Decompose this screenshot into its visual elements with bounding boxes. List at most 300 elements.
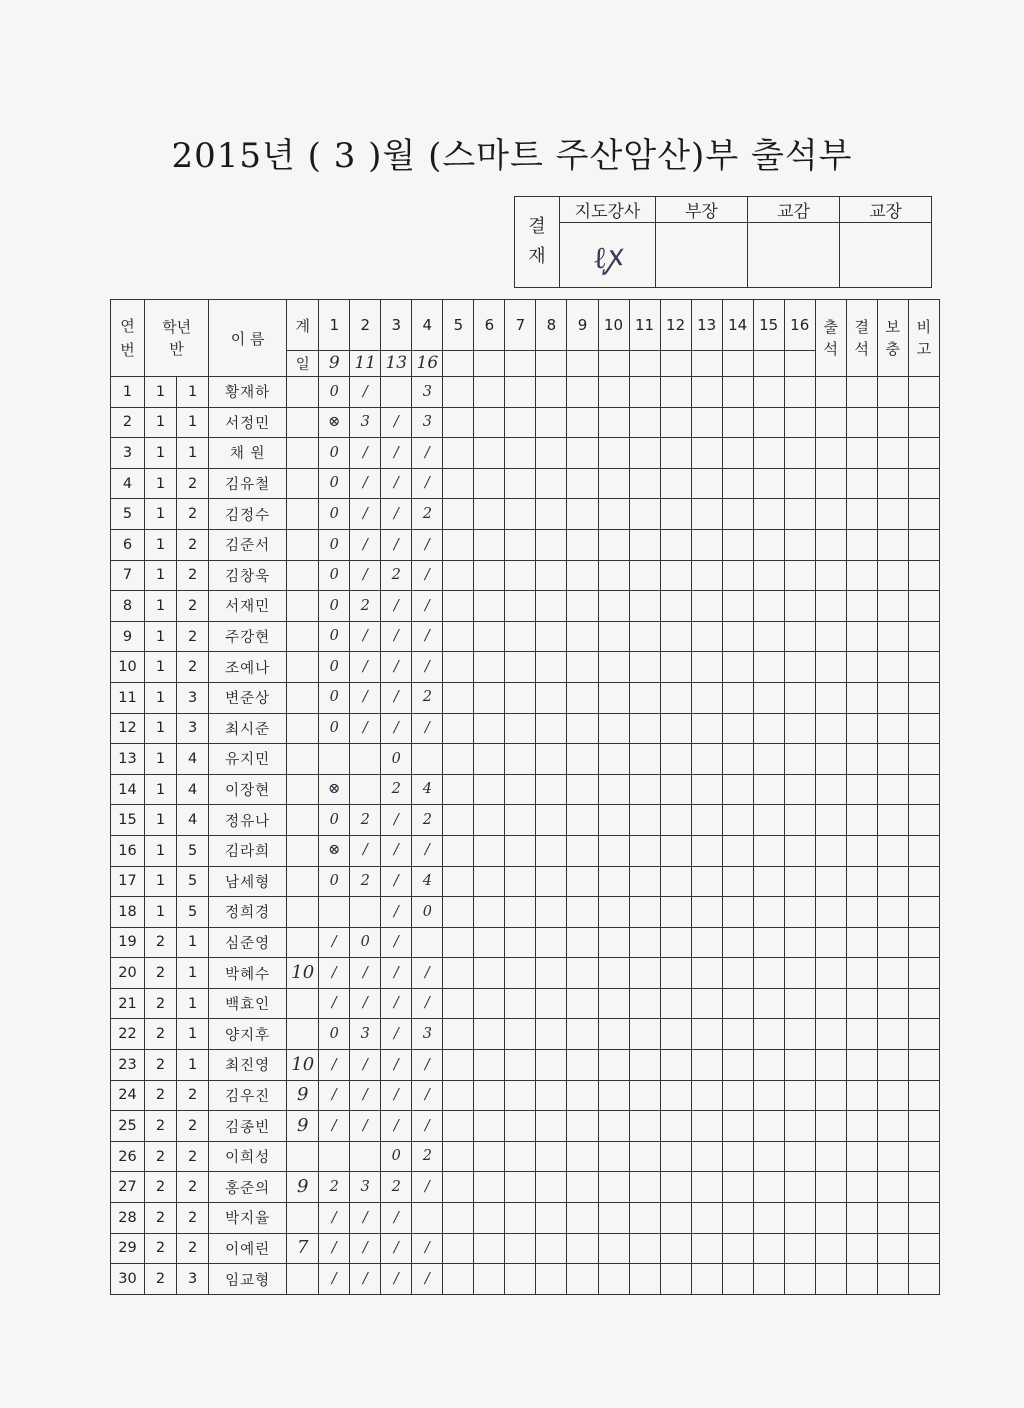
attendance-mark: / xyxy=(412,1050,443,1081)
date-cell-5 xyxy=(443,351,474,377)
row-name: 서정민 xyxy=(209,407,287,438)
attendance-mark xyxy=(629,438,660,469)
row-class: 2 xyxy=(177,468,209,499)
attendance-mark xyxy=(536,1141,567,1172)
attendance-mark xyxy=(474,1019,505,1050)
attendance-mark xyxy=(443,529,474,560)
attendance-mark xyxy=(598,407,629,438)
table-row xyxy=(111,591,940,622)
attendance-mark: / xyxy=(350,958,381,989)
attendance-mark xyxy=(567,682,598,713)
attendance-mark xyxy=(443,897,474,928)
table-row xyxy=(111,499,940,530)
attendance-mark xyxy=(753,1080,784,1111)
attendance-mark xyxy=(598,1264,629,1295)
attendance-mark: ⊗ xyxy=(319,774,350,805)
row-grade: 2 xyxy=(145,1141,177,1172)
attendance-mark xyxy=(660,1111,691,1142)
summary-cell xyxy=(815,591,846,622)
summary-cell xyxy=(815,1050,846,1081)
attendance-mark xyxy=(505,1141,536,1172)
header-day-label: 일 xyxy=(287,351,319,377)
attendance-mark xyxy=(505,1050,536,1081)
table-row xyxy=(111,1111,940,1142)
attendance-mark: / xyxy=(381,529,412,560)
attendance-mark xyxy=(474,897,505,928)
row-total xyxy=(287,713,319,744)
summary-cell xyxy=(877,1019,908,1050)
row-name: 김유철 xyxy=(209,468,287,499)
attendance-mark: 0 xyxy=(319,1019,350,1050)
row-grade: 1 xyxy=(145,560,177,591)
summary-cell xyxy=(877,682,908,713)
summary-cell xyxy=(908,1050,939,1081)
row-name: 김라희 xyxy=(209,835,287,866)
row-total xyxy=(287,866,319,897)
attendance-mark xyxy=(691,1233,722,1264)
attendance-mark: 4 xyxy=(412,774,443,805)
attendance-mark xyxy=(443,835,474,866)
attendance-mark xyxy=(660,774,691,805)
row-no: 6 xyxy=(111,529,145,560)
attendance-mark xyxy=(660,744,691,775)
attendance-mark xyxy=(753,1172,784,1203)
attendance-mark xyxy=(660,377,691,408)
summary-cell xyxy=(846,621,877,652)
attendance-mark xyxy=(629,407,660,438)
summary-cell xyxy=(877,407,908,438)
summary-cell xyxy=(908,407,939,438)
attendance-mark xyxy=(443,988,474,1019)
attendance-mark xyxy=(753,621,784,652)
summary-cell xyxy=(908,774,939,805)
approval-signature-vice-principal xyxy=(748,223,840,288)
summary-cell xyxy=(815,744,846,775)
attendance-mark xyxy=(598,866,629,897)
row-no: 7 xyxy=(111,560,145,591)
attendance-mark xyxy=(629,1233,660,1264)
attendance-mark xyxy=(598,438,629,469)
row-no: 8 xyxy=(111,591,145,622)
attendance-mark: / xyxy=(412,468,443,499)
attendance-mark: / xyxy=(319,1264,350,1295)
summary-cell xyxy=(815,713,846,744)
row-class: 1 xyxy=(177,377,209,408)
row-name: 변준상 xyxy=(209,682,287,713)
attendance-mark: / xyxy=(319,1050,350,1081)
row-name: 정유나 xyxy=(209,805,287,836)
attendance-mark xyxy=(536,1080,567,1111)
attendance-mark: 0 xyxy=(319,438,350,469)
attendance-mark xyxy=(784,713,815,744)
row-no: 24 xyxy=(111,1080,145,1111)
attendance-mark xyxy=(505,499,536,530)
summary-cell xyxy=(815,621,846,652)
attendance-mark xyxy=(722,621,753,652)
table-row xyxy=(111,805,940,836)
attendance-mark xyxy=(567,1141,598,1172)
attendance-mark: / xyxy=(381,897,412,928)
attendance-mark: 2 xyxy=(412,499,443,530)
attendance-mark xyxy=(753,1233,784,1264)
row-no: 17 xyxy=(111,866,145,897)
summary-cell xyxy=(846,652,877,683)
summary-cell xyxy=(846,682,877,713)
attendance-mark xyxy=(567,652,598,683)
attendance-mark xyxy=(598,1233,629,1264)
attendance-mark xyxy=(784,407,815,438)
attendance-mark xyxy=(691,529,722,560)
attendance-mark xyxy=(722,1080,753,1111)
row-total xyxy=(287,621,319,652)
attendance-mark: / xyxy=(350,1080,381,1111)
attendance-mark: / xyxy=(381,438,412,469)
table-row xyxy=(111,1080,940,1111)
attendance-mark: 0 xyxy=(319,713,350,744)
attendance-mark xyxy=(753,988,784,1019)
row-name: 이희성 xyxy=(209,1141,287,1172)
header-session-3: 3 xyxy=(381,300,412,351)
row-grade: 1 xyxy=(145,744,177,775)
attendance-mark xyxy=(660,468,691,499)
header-session-12: 12 xyxy=(660,300,691,351)
attendance-mark: / xyxy=(412,1111,443,1142)
attendance-mark xyxy=(660,1080,691,1111)
summary-cell xyxy=(815,1264,846,1295)
attendance-mark xyxy=(629,927,660,958)
attendance-mark xyxy=(753,468,784,499)
attendance-mark xyxy=(629,1141,660,1172)
attendance-mark xyxy=(505,713,536,744)
attendance-mark xyxy=(567,1080,598,1111)
attendance-mark xyxy=(443,1019,474,1050)
attendance-mark: / xyxy=(381,927,412,958)
attendance-mark xyxy=(598,1080,629,1111)
row-class: 1 xyxy=(177,988,209,1019)
summary-cell xyxy=(877,377,908,408)
attendance-mark: 0 xyxy=(412,897,443,928)
attendance-mark: / xyxy=(319,988,350,1019)
summary-cell xyxy=(877,835,908,866)
attendance-mark xyxy=(691,1080,722,1111)
row-class: 3 xyxy=(177,1264,209,1295)
attendance-mark xyxy=(784,499,815,530)
row-total xyxy=(287,407,319,438)
date-cell-6 xyxy=(474,351,505,377)
attendance-mark xyxy=(443,1264,474,1295)
row-total xyxy=(287,560,319,591)
attendance-mark xyxy=(691,652,722,683)
attendance-mark xyxy=(536,1264,567,1295)
attendance-mark xyxy=(536,407,567,438)
row-grade: 2 xyxy=(145,1203,177,1234)
summary-cell xyxy=(908,591,939,622)
approval-header-head: 부장 xyxy=(656,197,748,223)
attendance-mark xyxy=(722,744,753,775)
row-no: 2 xyxy=(111,407,145,438)
attendance-mark xyxy=(660,621,691,652)
attendance-mark xyxy=(567,897,598,928)
attendance-mark xyxy=(505,682,536,713)
attendance-mark xyxy=(474,958,505,989)
attendance-mark xyxy=(691,805,722,836)
attendance-mark xyxy=(598,805,629,836)
attendance-mark xyxy=(443,499,474,530)
attendance-mark xyxy=(753,866,784,897)
attendance-mark xyxy=(474,407,505,438)
attendance-mark xyxy=(753,774,784,805)
attendance-mark xyxy=(536,438,567,469)
attendance-mark xyxy=(505,927,536,958)
summary-cell xyxy=(815,805,846,836)
attendance-mark xyxy=(443,866,474,897)
attendance-mark: / xyxy=(381,468,412,499)
attendance-mark xyxy=(536,958,567,989)
row-class: 2 xyxy=(177,1141,209,1172)
summary-cell xyxy=(815,1172,846,1203)
row-class: 5 xyxy=(177,866,209,897)
attendance-mark xyxy=(722,499,753,530)
summary-cell xyxy=(846,1019,877,1050)
attendance-mark xyxy=(567,927,598,958)
attendance-mark: 4 xyxy=(412,866,443,897)
attendance-mark: 2 xyxy=(381,774,412,805)
attendance-mark: / xyxy=(350,988,381,1019)
attendance-mark xyxy=(784,682,815,713)
attendance-mark xyxy=(629,591,660,622)
attendance-mark: / xyxy=(350,499,381,530)
row-no: 16 xyxy=(111,835,145,866)
attendance-mark: / xyxy=(412,1172,443,1203)
attendance-mark xyxy=(629,713,660,744)
table-row xyxy=(111,438,940,469)
row-name: 정희경 xyxy=(209,897,287,928)
date-cell-14 xyxy=(722,351,753,377)
attendance-mark: 2 xyxy=(350,866,381,897)
header-note: 비 고 xyxy=(908,300,939,377)
summary-cell xyxy=(908,438,939,469)
summary-cell xyxy=(908,1203,939,1234)
summary-cell xyxy=(908,744,939,775)
attendance-mark xyxy=(691,1019,722,1050)
attendance-mark xyxy=(753,1141,784,1172)
attendance-mark xyxy=(536,774,567,805)
attendance-mark xyxy=(567,591,598,622)
summary-cell xyxy=(908,652,939,683)
attendance-mark xyxy=(784,958,815,989)
attendance-mark xyxy=(474,835,505,866)
attendance-mark: / xyxy=(350,438,381,469)
attendance-mark xyxy=(784,1111,815,1142)
header-session-16: 16 xyxy=(784,300,815,351)
attendance-mark: / xyxy=(350,377,381,408)
summary-cell xyxy=(815,1080,846,1111)
attendance-mark xyxy=(660,1019,691,1050)
summary-cell xyxy=(908,835,939,866)
summary-cell xyxy=(877,1141,908,1172)
attendance-mark xyxy=(443,1141,474,1172)
row-total xyxy=(287,988,319,1019)
header-session-11: 11 xyxy=(629,300,660,351)
summary-cell xyxy=(877,529,908,560)
attendance-mark: / xyxy=(412,621,443,652)
attendance-mark: / xyxy=(350,682,381,713)
summary-cell xyxy=(846,927,877,958)
row-grade: 1 xyxy=(145,866,177,897)
attendance-mark xyxy=(443,744,474,775)
attendance-mark xyxy=(505,377,536,408)
table-row xyxy=(111,407,940,438)
attendance-mark xyxy=(536,1111,567,1142)
row-total xyxy=(287,1019,319,1050)
summary-cell xyxy=(877,927,908,958)
attendance-mark xyxy=(753,652,784,683)
attendance-mark xyxy=(474,468,505,499)
row-no: 10 xyxy=(111,652,145,683)
attendance-mark: 2 xyxy=(381,1172,412,1203)
table-row xyxy=(111,1050,940,1081)
table-row xyxy=(111,1233,940,1264)
attendance-mark xyxy=(784,529,815,560)
attendance-mark xyxy=(567,560,598,591)
signature-mark: ℓꭙ xyxy=(591,237,625,277)
attendance-mark: / xyxy=(350,621,381,652)
attendance-mark: / xyxy=(381,1233,412,1264)
row-grade: 1 xyxy=(145,774,177,805)
row-grade: 1 xyxy=(145,438,177,469)
approval-header-vice-principal: 교감 xyxy=(748,197,840,223)
summary-cell xyxy=(877,1172,908,1203)
attendance-mark xyxy=(505,805,536,836)
summary-cell xyxy=(815,835,846,866)
table-row xyxy=(111,897,940,928)
summary-cell xyxy=(908,1111,939,1142)
row-no: 13 xyxy=(111,744,145,775)
row-class: 1 xyxy=(177,958,209,989)
attendance-mark xyxy=(784,468,815,499)
attendance-mark xyxy=(598,1019,629,1050)
attendance-mark xyxy=(505,407,536,438)
attendance-mark xyxy=(505,1233,536,1264)
summary-cell xyxy=(908,560,939,591)
attendance-mark: / xyxy=(412,591,443,622)
attendance-mark: / xyxy=(350,1233,381,1264)
summary-cell xyxy=(846,897,877,928)
row-name: 양지후 xyxy=(209,1019,287,1050)
row-grade: 1 xyxy=(145,591,177,622)
attendance-mark xyxy=(629,377,660,408)
attendance-mark xyxy=(474,744,505,775)
attendance-mark xyxy=(629,1050,660,1081)
attendance-mark: / xyxy=(319,1111,350,1142)
row-name: 채 원 xyxy=(209,438,287,469)
attendance-mark xyxy=(660,591,691,622)
attendance-mark xyxy=(505,866,536,897)
row-no: 14 xyxy=(111,774,145,805)
attendance-mark xyxy=(598,835,629,866)
attendance-mark xyxy=(536,927,567,958)
row-total xyxy=(287,1203,319,1234)
attendance-mark xyxy=(691,958,722,989)
row-grade: 1 xyxy=(145,499,177,530)
summary-cell xyxy=(877,560,908,591)
attendance-mark xyxy=(722,407,753,438)
approval-side-label: 결 재 xyxy=(515,197,560,288)
row-no: 3 xyxy=(111,438,145,469)
row-total xyxy=(287,897,319,928)
attendance-mark xyxy=(319,744,350,775)
row-no: 23 xyxy=(111,1050,145,1081)
attendance-mark: / xyxy=(412,652,443,683)
row-no: 11 xyxy=(111,682,145,713)
attendance-mark xyxy=(412,927,443,958)
attendance-mark: / xyxy=(381,988,412,1019)
attendance-mark: 3 xyxy=(412,407,443,438)
row-name: 이예린 xyxy=(209,1233,287,1264)
attendance-mark: / xyxy=(350,1111,381,1142)
summary-cell xyxy=(846,560,877,591)
header-session-2: 2 xyxy=(350,300,381,351)
attendance-mark: 3 xyxy=(412,1019,443,1050)
attendance-mark xyxy=(660,529,691,560)
row-grade: 1 xyxy=(145,377,177,408)
row-no: 22 xyxy=(111,1019,145,1050)
attendance-mark xyxy=(753,1264,784,1295)
attendance-mark xyxy=(536,377,567,408)
attendance-mark: / xyxy=(412,958,443,989)
summary-cell xyxy=(877,897,908,928)
summary-cell xyxy=(815,468,846,499)
row-no: 18 xyxy=(111,897,145,928)
attendance-mark xyxy=(443,1203,474,1234)
row-name: 박혜수 xyxy=(209,958,287,989)
summary-cell xyxy=(908,927,939,958)
attendance-mark xyxy=(412,1203,443,1234)
attendance-mark xyxy=(660,897,691,928)
attendance-mark: / xyxy=(350,1050,381,1081)
attendance-mark: / xyxy=(350,652,381,683)
attendance-mark xyxy=(691,988,722,1019)
attendance-mark xyxy=(660,499,691,530)
attendance-mark xyxy=(660,1141,691,1172)
attendance-mark xyxy=(443,560,474,591)
attendance-mark xyxy=(722,1264,753,1295)
attendance-mark xyxy=(536,468,567,499)
attendance-mark xyxy=(629,1019,660,1050)
row-name: 임교형 xyxy=(209,1264,287,1295)
table-row xyxy=(111,927,940,958)
summary-cell xyxy=(846,713,877,744)
summary-cell xyxy=(846,1172,877,1203)
attendance-mark xyxy=(722,805,753,836)
attendance-mark xyxy=(691,1172,722,1203)
attendance-mark xyxy=(629,958,660,989)
attendance-mark xyxy=(629,1080,660,1111)
attendance-mark xyxy=(567,438,598,469)
row-grade: 1 xyxy=(145,682,177,713)
header-no: 연 번 xyxy=(111,300,145,377)
table-row xyxy=(111,377,940,408)
row-grade: 2 xyxy=(145,958,177,989)
attendance-mark xyxy=(567,805,598,836)
attendance-mark xyxy=(691,713,722,744)
table-row xyxy=(111,774,940,805)
attendance-mark xyxy=(784,774,815,805)
attendance-mark xyxy=(443,805,474,836)
attendance-mark xyxy=(474,805,505,836)
attendance-mark xyxy=(722,713,753,744)
attendance-mark xyxy=(443,713,474,744)
